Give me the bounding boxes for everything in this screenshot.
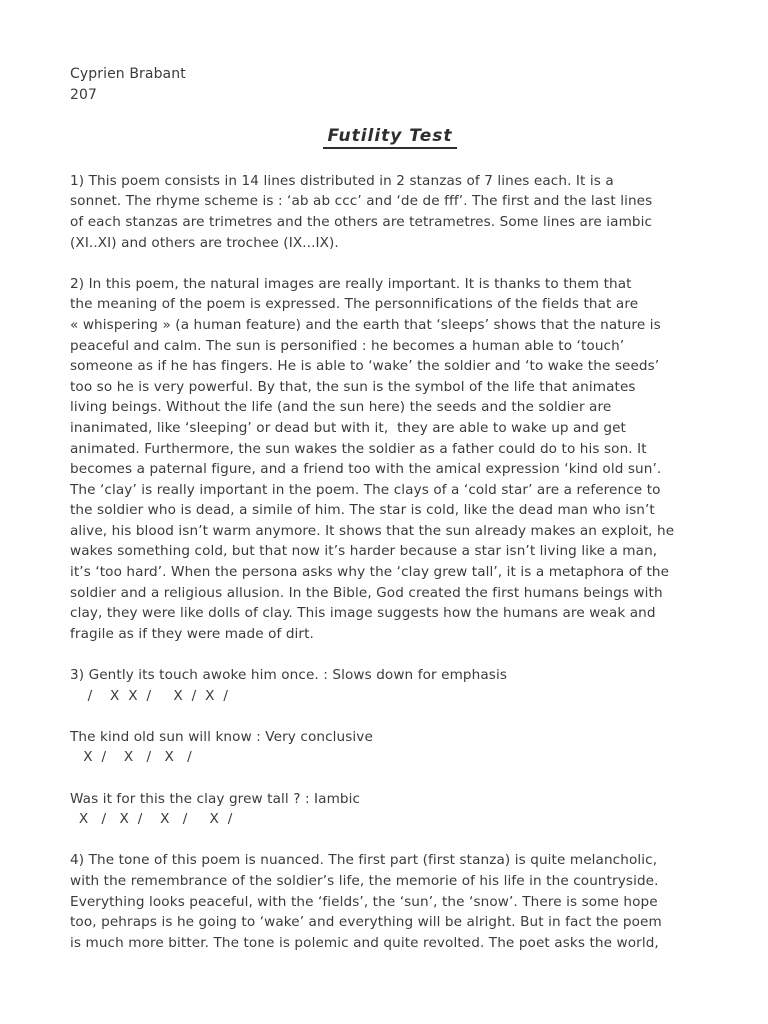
author-name: Cyprien Brabant [70,66,186,82]
text-line: The kind old sun will know : Very conclusive [70,728,373,745]
class-number: 207 [70,86,98,103]
scansion-line-2 [70,727,710,768]
text-line: X / X / X / X / [70,811,233,828]
text-line: the meaning of the poem is expressed. The personnifications of the fields that are [70,296,639,313]
answer-1-paragraph [70,171,710,253]
text-line: fragile as if they were made of dirt. [70,625,314,642]
text-line: becomes a paternal figure, and a friend too with the amical expression ‘kind old sun’. [70,461,662,478]
text-line: X / X / X / [70,749,192,766]
title-row [70,126,710,149]
answer-2-paragraph [70,274,710,645]
text-line: 4) The tone of this poem is nuanced. The first part (first stanza) is quite melancholic, [70,852,658,869]
text-line: the soldier who is dead, a simile of him. The star is cold, like the dead man who isn’t [70,502,655,519]
text-line: animated. Furthermore, the sun wakes the soldier as a father could do to his son. It [70,440,647,457]
text-line: Everything looks peaceful, with the ‘fields’, the ‘sun’, the ‘snow’. There is some hope [70,893,658,910]
text-line: it’s ‘too hard’. When the persona asks why the ‘clay grew tall’, it is a metaphora of the [70,564,670,581]
text-line: (XI..XI) and others are trochee (IX...IX). [70,234,339,251]
text-line: is much more bitter. The tone is polemic and quite revolted. The poet asks the world, [70,934,659,951]
scansion-line-1 [70,665,710,706]
text-line: with the remembrance of the soldier’s life, the memorie of his life in the countryside. [70,872,659,889]
text-line: sonnet. The rhyme scheme is : ‘ab ab ccc’ and ‘de de fff’. The first and the last lines [70,193,653,210]
text-line: « whispering » (a human feature) and the earth that ‘sleeps’ shows that the nature is [70,316,661,333]
text-line: wakes something cold, but that now it’s harder because a star isn’t living like a man, [70,543,658,560]
document-title: Futility Test [323,126,456,149]
text-line: alive, his blood isn’t warm anymore. It shows that the sun already makes an exploit, he [70,522,675,539]
scansion-line-3 [70,789,710,830]
text-line: soldier and a religious allusion. In the Bible, God created the first humans beings with [70,584,663,601]
text-line: too so he is very powerful. By that, the sun is the symbol of the life that animates [70,378,636,395]
text-line: clay, they were like dolls of clay. This image suggests how the humans are weak and [70,605,656,622]
text-line: 3) Gently its touch awoke him once. : Slows down for emphasis [70,667,508,684]
text-line: of each stanzas are trimetres and the others are tetrametres. Some lines are iambic [70,213,653,230]
text-line: someone as if he has fingers. He is able to ‘wake’ the soldier and ‘to wake the seeds’ [70,358,660,375]
text-line: inanimated, like ‘sleeping’ or dead but with it, they are able to wake up and get [70,419,626,436]
text-line: / X X / X / X / [70,687,229,704]
text-line: too, pehraps is he going to ‘wake’ and everything will be alright. But in fact the poem [70,914,662,931]
text-line: peaceful and calm. The sun is personified : he becomes a human able to ‘touch’ [70,337,625,354]
text-line: The ‘clay’ is really important in the poem. The clays of a ‘cold star’ are a reference to [70,481,661,498]
answer-4-paragraph [70,850,710,953]
document-header [70,64,710,105]
text-line: living beings. Without the life (and the sun here) the seeds and the soldier are [70,399,612,416]
text-line: Was it for this the clay grew tall ? : Iambic [70,790,361,807]
text-line: 2) In this poem, the natural images are really important. It is thanks to them that [70,275,632,292]
text-line: 1) This poem consists in 14 lines distributed in 2 stanzas of 7 lines each. It is a [70,172,614,189]
